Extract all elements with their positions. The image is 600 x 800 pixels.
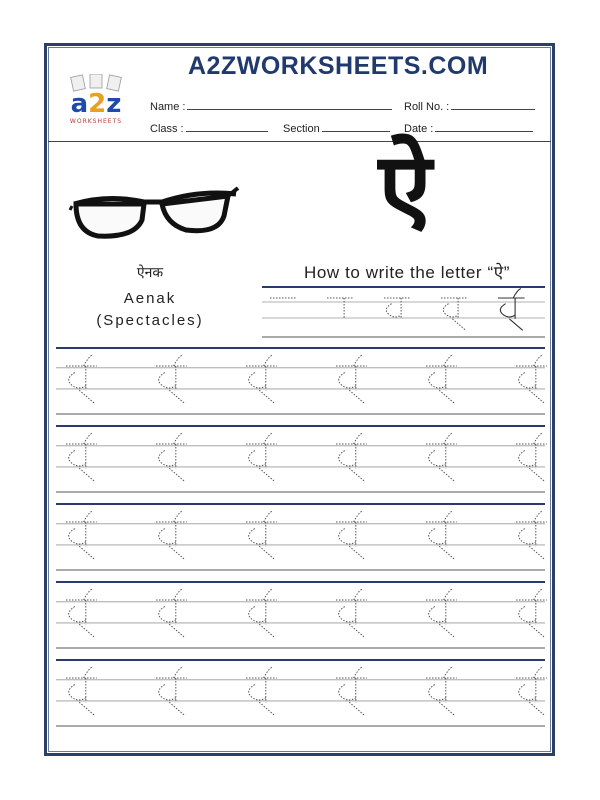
name-label: Name :	[150, 101, 186, 113]
trace-letter-2-6	[516, 433, 547, 481]
word-hindi: ऐनक	[136, 264, 164, 280]
trace-letter-1-5	[426, 355, 457, 403]
word-english: Aenak	[123, 290, 177, 307]
trace-letter-2-1	[66, 433, 97, 481]
svg-text:WORKSHEETS: WORKSHEETS	[69, 118, 123, 125]
trace-letter-2-5	[426, 433, 457, 481]
trace-letter-3-5	[426, 511, 457, 559]
trace-letter-4-4	[336, 589, 367, 637]
trace-letter-4-1	[66, 589, 97, 637]
demo-step-4	[441, 298, 468, 330]
demo-step-2	[327, 298, 354, 319]
trace-letter-2-4	[336, 433, 367, 481]
roll-no-label: Roll No. :	[404, 101, 450, 113]
trace-letter-2-3	[246, 433, 277, 481]
site-title: A2ZWORKSHEETS.COM	[188, 52, 489, 80]
trace-letter-4-3	[246, 589, 277, 637]
trace-letter-5-5	[426, 667, 457, 715]
demo-step-5	[498, 289, 525, 331]
trace-letter-3-2	[156, 511, 187, 559]
trace-letter-5-1	[66, 667, 97, 715]
trace-letter-1-2	[156, 355, 187, 403]
trace-letter-5-2	[156, 667, 187, 715]
date-label: Date :	[404, 123, 434, 135]
trace-letter-5-4	[336, 667, 367, 715]
main-letter: ऐ	[378, 132, 432, 244]
how-to-write-heading: How to write the letter “ऐ”	[303, 263, 511, 282]
demo-step-3	[384, 298, 411, 319]
trace-letter-4-2	[156, 589, 187, 637]
trace-letter-4-5	[426, 589, 457, 637]
trace-letter-3-6	[516, 511, 547, 559]
trace-letter-5-3	[246, 667, 277, 715]
trace-letter-2-2	[156, 433, 187, 481]
trace-letter-3-1	[66, 511, 97, 559]
trace-letter-1-1	[66, 355, 97, 403]
trace-letter-1-3	[246, 355, 277, 403]
svg-text:a2z: a2z	[70, 89, 122, 119]
trace-letter-1-4	[336, 355, 367, 403]
trace-letter-3-4	[336, 511, 367, 559]
trace-letter-1-6	[516, 355, 547, 403]
trace-letter-3-3	[246, 511, 277, 559]
trace-letter-5-6	[516, 667, 547, 715]
word-meaning: (Spectacles)	[96, 312, 204, 329]
section-label: Section	[283, 123, 320, 135]
trace-letter-4-6	[516, 589, 547, 637]
class-label: Class :	[150, 123, 184, 135]
